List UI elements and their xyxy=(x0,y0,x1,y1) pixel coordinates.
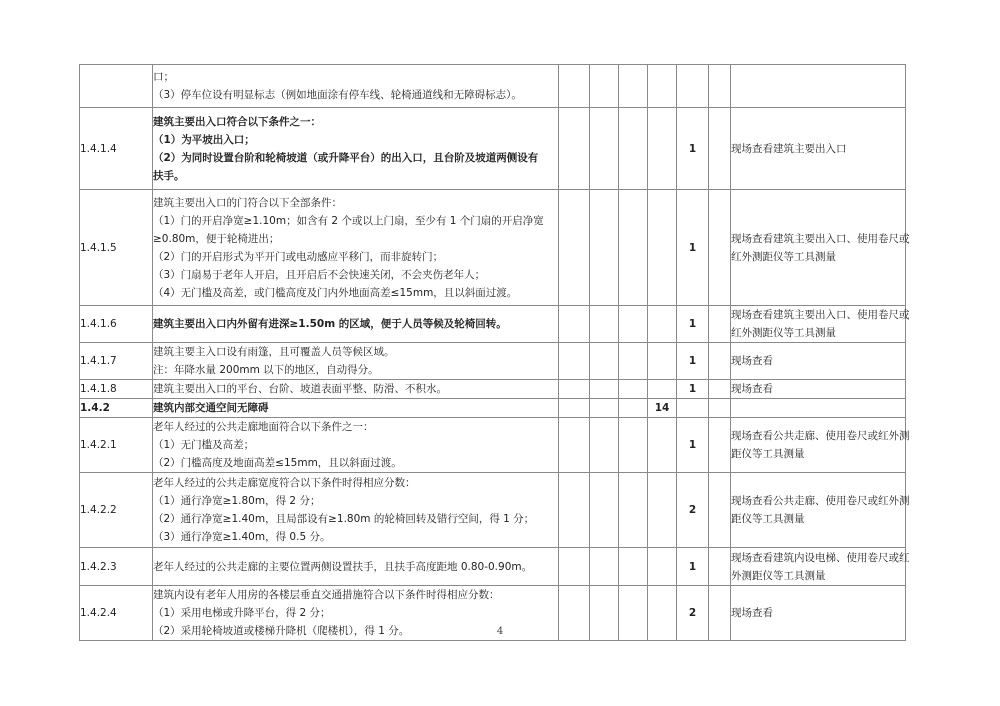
category-total xyxy=(648,108,677,190)
item-number: 1.4.1.6 xyxy=(80,306,153,343)
empty-cell xyxy=(709,108,731,190)
method-line: 现场查看建筑主要出入口、使用卷尺或 xyxy=(731,232,910,245)
method-line: 外测距仪等工具测量 xyxy=(731,569,826,582)
empty-cell xyxy=(619,306,648,343)
method-line: 红外测距仪等工具测量 xyxy=(731,250,836,263)
description-line: （1）采用电梯或升降平台，得 2 分； xyxy=(153,607,331,619)
empty-cell xyxy=(709,380,731,399)
description-line: 建筑主要主入口设有雨篷，且可覆盖人员等候区域。 xyxy=(153,346,395,358)
item-score: 2 xyxy=(677,586,709,641)
empty-cell xyxy=(619,548,648,586)
empty-cell xyxy=(709,399,731,418)
category-total xyxy=(648,343,677,380)
empty-cell xyxy=(590,108,619,190)
description-line: （1）通行净宽≥1.80m，得 2 分； xyxy=(153,495,321,507)
check-method xyxy=(731,399,906,418)
empty-cell xyxy=(709,418,731,473)
description-line: （3）停车位设有明显标志（例如地面涂有停车线、轮椅通道线和无障碍标志）。 xyxy=(153,89,522,101)
category-total xyxy=(648,418,677,473)
check-method xyxy=(731,343,906,380)
empty-cell xyxy=(709,473,731,548)
check-method xyxy=(731,473,910,548)
method-line: 现场查看建筑内设电梯、使用卷尺或红 xyxy=(731,551,910,564)
item-number: 1.4.1.4 xyxy=(80,108,153,190)
table-row xyxy=(80,548,906,586)
empty-cell xyxy=(709,306,731,343)
empty-cell xyxy=(619,108,648,190)
table-row xyxy=(80,473,906,548)
description-line: 建筑主要出入口符合以下条件之一： xyxy=(153,115,321,128)
empty-cell xyxy=(559,399,590,418)
empty-cell xyxy=(590,380,619,399)
empty-cell xyxy=(590,548,619,586)
empty-cell xyxy=(559,418,590,473)
method-line: 现场查看建筑主要出入口 xyxy=(731,142,847,155)
item-number: 1.4.2.4 xyxy=(80,586,153,641)
empty-cell xyxy=(559,108,590,190)
method-line: 现场查看 xyxy=(731,355,773,367)
evaluation-table xyxy=(79,64,910,641)
description-line: 扶手。 xyxy=(153,169,185,182)
item-number: 1.4.1.8 xyxy=(80,380,153,399)
item-description xyxy=(153,108,559,190)
description-line: 老年人经过的公共走廊的主要位置两侧设置扶手，且扶手高度距地 0.80-0.90m。 xyxy=(153,560,533,573)
empty-cell xyxy=(619,399,648,418)
item-description xyxy=(153,343,559,380)
item-score: 1 xyxy=(677,306,709,343)
item-description xyxy=(153,306,559,343)
description-line: 口； xyxy=(153,71,174,83)
description-line: （1）为平坡出入口； xyxy=(153,133,255,146)
category-total xyxy=(648,548,677,586)
table-row xyxy=(80,380,906,399)
category-total: 14 xyxy=(648,399,677,418)
description-line: （4）无门槛及高差，或门槛高度及门内外地面高差≤15mm，且以斜面过渡。 xyxy=(153,286,518,299)
method-line: 现场查看公共走廊、使用卷尺或红外测 xyxy=(731,495,910,507)
item-score: 1 xyxy=(677,380,709,399)
description-line: （2）通行净宽≥1.40m，且局部设有≥1.80m 的轮椅回转及错行空间，得 1 分； xyxy=(153,513,535,525)
category-total xyxy=(648,306,677,343)
description-line: 建筑主要出入口的平台、台阶、坡道表面平整、防滑、不积水。 xyxy=(153,383,447,395)
item-number: 1.4.1.7 xyxy=(80,343,153,380)
description-line: （1）门的开启净宽≥1.10m；如含有 2 个或以上门扇，至少有 1 个门扇的开启净宽 xyxy=(153,214,544,227)
description-line: （2）门槛高度及地面高差≤15mm，且以斜面过渡。 xyxy=(153,457,402,469)
item-description xyxy=(153,399,559,418)
empty-cell xyxy=(709,343,731,380)
check-method xyxy=(731,380,906,399)
check-method xyxy=(731,548,910,586)
table-row xyxy=(80,306,906,343)
method-line: 现场查看 xyxy=(731,607,773,619)
empty-cell xyxy=(590,399,619,418)
table-row xyxy=(80,108,906,190)
empty-cell xyxy=(619,380,648,399)
empty-cell xyxy=(590,306,619,343)
description-line: 老年人经过的公共走廊宽度符合以下条件时得相应分数： xyxy=(153,477,416,489)
method-line: 距仪等工具测量 xyxy=(731,448,805,460)
category-total xyxy=(648,65,677,108)
item-score: 1 xyxy=(677,190,709,306)
description-line: （2）采用轮椅坡道或楼梯升降机（爬楼机），得 1 分。 xyxy=(153,625,410,637)
empty-cell xyxy=(559,190,590,306)
check-method xyxy=(731,65,906,108)
empty-cell xyxy=(590,343,619,380)
method-line: 现场查看公共走廊、使用卷尺或红外测 xyxy=(731,430,910,442)
empty-cell xyxy=(709,548,731,586)
item-description xyxy=(153,473,559,548)
description-line: ≥0.80m，便于轮椅进出； xyxy=(153,232,280,245)
method-line: 红外测距仪等工具测量 xyxy=(731,327,836,339)
table-row xyxy=(80,418,906,473)
method-line: 距仪等工具测量 xyxy=(731,513,805,525)
description-line: 老年人经过的公共走廊地面符合以下条件之一： xyxy=(153,421,374,433)
item-description xyxy=(153,65,559,108)
check-method xyxy=(731,306,910,343)
category-total xyxy=(648,190,677,306)
empty-cell xyxy=(619,418,648,473)
empty-cell xyxy=(590,418,619,473)
empty-cell xyxy=(559,306,590,343)
category-total xyxy=(648,473,677,548)
item-description xyxy=(153,418,559,473)
item-score: 1 xyxy=(677,343,709,380)
description-line: （1）无门槛及高差； xyxy=(153,439,255,451)
empty-cell xyxy=(590,190,619,306)
description-line: 建筑主要出入口内外留有进深≥1.50m 的区域，便于人员等候及轮椅回转。 xyxy=(153,318,507,330)
table-row xyxy=(80,65,906,108)
description-line: （2）门的开启形式为平开门或电动感应平移门，而非旋转门； xyxy=(153,250,444,263)
check-method xyxy=(731,108,906,190)
check-method xyxy=(731,190,910,306)
item-description xyxy=(153,380,559,399)
page-number: 4 xyxy=(496,626,504,637)
description-line: 注：年降水量 200mm 以下的地区，自动得分。 xyxy=(153,364,379,376)
empty-cell xyxy=(709,65,731,108)
description-line: 建筑内部交通空间无障碍 xyxy=(153,402,269,414)
description-line: 建筑内设有老年人用房的各楼层垂直交通措施符合以下条件时得相应分数： xyxy=(153,589,500,601)
empty-cell xyxy=(709,190,731,306)
item-description xyxy=(153,548,559,586)
empty-cell xyxy=(559,380,590,399)
item-score: 1 xyxy=(677,108,709,190)
item-number: 1.4.2.1 xyxy=(80,418,153,473)
item-number: 1.4.2 xyxy=(80,399,153,418)
empty-cell xyxy=(559,65,590,108)
item-score xyxy=(677,65,709,108)
empty-cell xyxy=(619,190,648,306)
empty-cell xyxy=(559,473,590,548)
check-method xyxy=(731,418,910,473)
item-score: 2 xyxy=(677,473,709,548)
empty-cell xyxy=(590,65,619,108)
item-score: 1 xyxy=(677,548,709,586)
empty-cell xyxy=(619,65,648,108)
item-number: 1.4.2.3 xyxy=(80,548,153,586)
item-description xyxy=(153,190,559,306)
description-line: （2）为同时设置台阶和轮椅坡道（或升降平台）的出入口，且台阶及坡道两侧设有 xyxy=(153,151,539,164)
description-line: （3）通行净宽≥1.40m，得 0.5 分。 xyxy=(153,531,331,543)
empty-cell xyxy=(619,343,648,380)
table-row xyxy=(80,399,906,418)
item-number xyxy=(80,65,153,108)
item-number: 1.4.2.2 xyxy=(80,473,153,548)
empty-cell xyxy=(559,548,590,586)
table-row xyxy=(80,190,906,306)
method-line: 现场查看 xyxy=(731,383,773,395)
empty-cell xyxy=(619,473,648,548)
method-line: 现场查看建筑主要出入口、使用卷尺或 xyxy=(731,309,910,321)
empty-cell xyxy=(590,473,619,548)
description-line: （3）门扇易于老年人开启，且开启后不会快速关闭，不会夹伤老年人； xyxy=(153,268,486,281)
category-total xyxy=(648,380,677,399)
description-line: 建筑主要出入口的门符合以下全部条件： xyxy=(153,196,342,209)
empty-cell xyxy=(559,343,590,380)
item-number: 1.4.1.5 xyxy=(80,190,153,306)
item-score: 1 xyxy=(677,418,709,473)
table-row xyxy=(80,343,906,380)
item-score xyxy=(677,399,709,418)
